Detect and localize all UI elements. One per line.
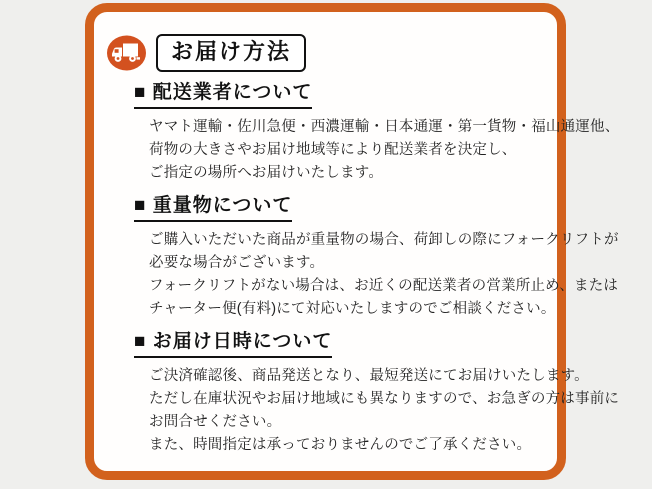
section-carriers [134, 81, 620, 185]
text-line: ご購入いただいた商品が重量物の場合、荷卸しの際にフォークリフトが [149, 231, 619, 248]
text-line: ご決済確認後、商品発送となり、最短発送にてお届けいたします。 [149, 367, 589, 384]
text-line: ご指定の場所へお届けいたします。 [149, 165, 384, 182]
section-heavy-items [134, 194, 619, 321]
section-heavy-items-heading: ■ 重量物について [134, 194, 292, 222]
section-delivery-date-heading: ■ お届け日時について [134, 330, 332, 358]
text-line: 必要な場合がございます。 [149, 254, 325, 271]
text-line: ただし在庫状況やお届け地域にも異なりますので、お急ぎの方は事前に [149, 390, 620, 407]
card-header [106, 34, 547, 72]
text-line: 荷物の大きさやお届け地域等により配送業者を決定し、 [149, 142, 517, 159]
page-title: お届け方法 [156, 34, 306, 72]
sections [134, 81, 620, 456]
text-line: ヤマト運輸・佐川急便・西濃運輸・日本通運・第一貨物・福山通運他、 [149, 119, 620, 136]
text-line: お問合せください。 [149, 413, 282, 430]
delivery-info-card [85, 3, 620, 480]
text-line: フォークリフトがない場合は、お近くの配送業者の営業所止め、または [149, 277, 619, 294]
truck-icon [106, 34, 147, 72]
section-heavy-items-body [134, 229, 619, 321]
section-delivery-date-body [134, 365, 620, 457]
text-line: チャーター便(有料)にて対応いたしますのでご相談ください。 [149, 300, 556, 317]
section-carriers-heading: ■ 配送業者について [134, 81, 312, 109]
section-delivery-date [134, 330, 620, 457]
section-carriers-body [134, 116, 620, 185]
text-line: また、時間指定は承っておりませんのでご了承ください。 [149, 436, 532, 453]
card-content [94, 12, 620, 467]
